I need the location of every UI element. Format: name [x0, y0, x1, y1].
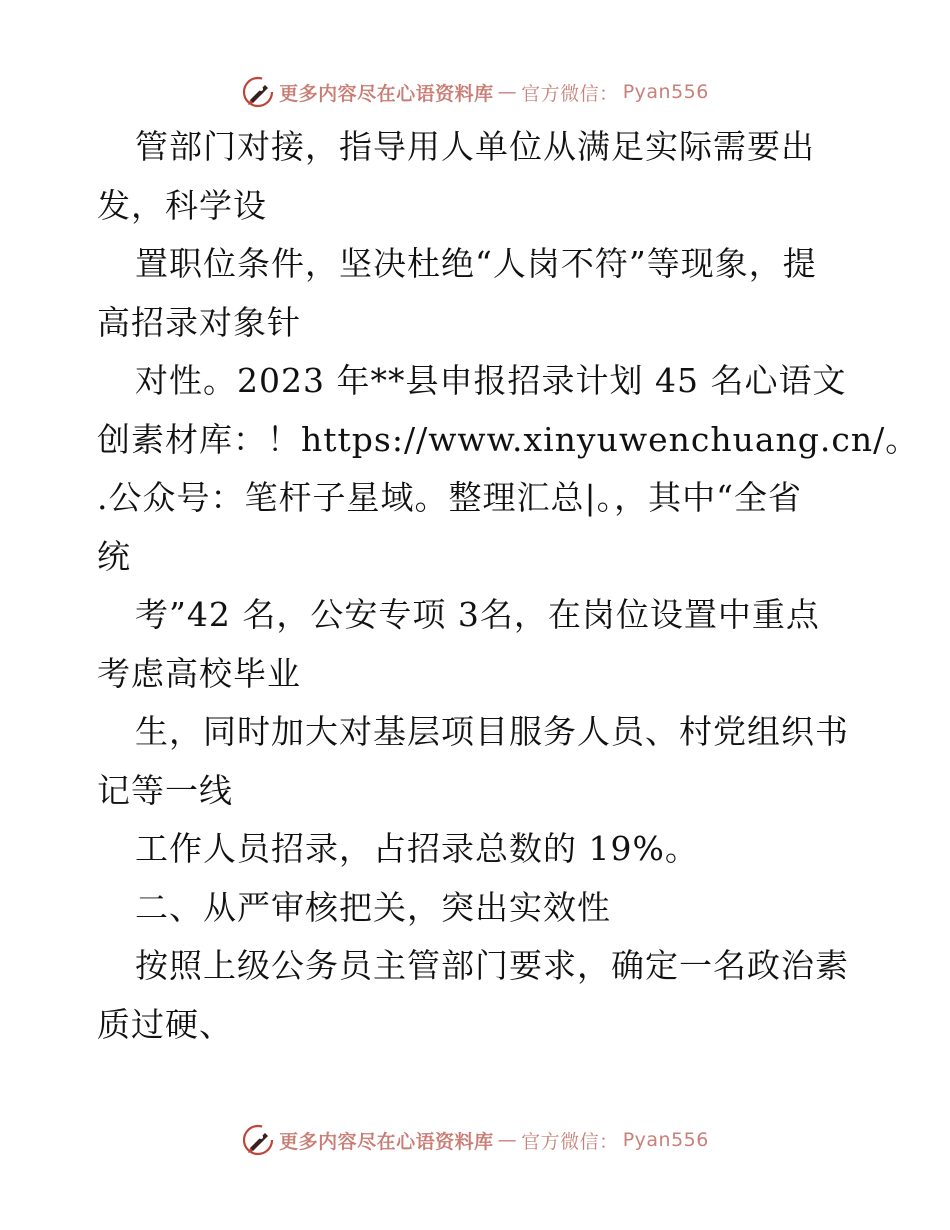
body-line: 高招录对象针 — [97, 302, 301, 342]
banner-wechat-id: Pyan556 — [622, 1129, 709, 1151]
body-line: 记等一线 — [97, 770, 233, 810]
document-body — [97, 118, 920, 1054]
pen-logo-icon — [241, 75, 275, 109]
body-line: 管部门对接，指导用人单位从满足实际需要出 — [135, 127, 815, 166]
header-banner-inner — [241, 75, 709, 109]
banner-label: 官方微信： — [521, 1130, 619, 1153]
header-banner — [0, 72, 950, 112]
body-line: 发，科学设 — [97, 185, 267, 225]
footer-banner — [0, 1120, 950, 1160]
footer-banner-inner — [241, 1123, 709, 1157]
body-line: 对性。2023 年**县申报招录计划 45 名心语文 — [135, 361, 847, 400]
banner-dash: — — [497, 1129, 518, 1151]
banner-dash: — — [497, 81, 518, 103]
pen-logo-icon — [241, 1123, 275, 1157]
section-heading: 二、从严审核把关，突出实效性 — [135, 887, 611, 927]
body-line: 置职位条件，坚决杜绝“人岗不符”等现象，提 — [135, 244, 817, 283]
body-line: 统 — [97, 536, 131, 576]
body-line: 创素材库：！https://www.xinyuwenchuang.cn/。 — [97, 419, 920, 459]
body-line: 生，同时加大对基层项目服务人员、村党组织书 — [135, 712, 849, 751]
body-line: .公众号：笔杆子星域。整理汇总|。，其中“全省 — [97, 478, 802, 517]
banner-label: 官方微信： — [521, 82, 619, 105]
banner-wechat-id: Pyan556 — [622, 81, 709, 103]
banner-main-text: 更多内容尽在心语资料库 — [279, 82, 494, 105]
body-line: 考”42 名，公安专项 3名，在岗位设置中重点 — [135, 595, 820, 634]
body-line: 考虑高校毕业 — [97, 653, 301, 693]
body-line: 按照上级公务员主管部门要求，确定一名政治素 — [135, 946, 849, 985]
body-line: 工作人员招录，占招录总数的 19%。 — [135, 829, 699, 868]
banner-main-text: 更多内容尽在心语资料库 — [279, 1130, 494, 1153]
body-line: 质过硬、 — [97, 1004, 233, 1044]
